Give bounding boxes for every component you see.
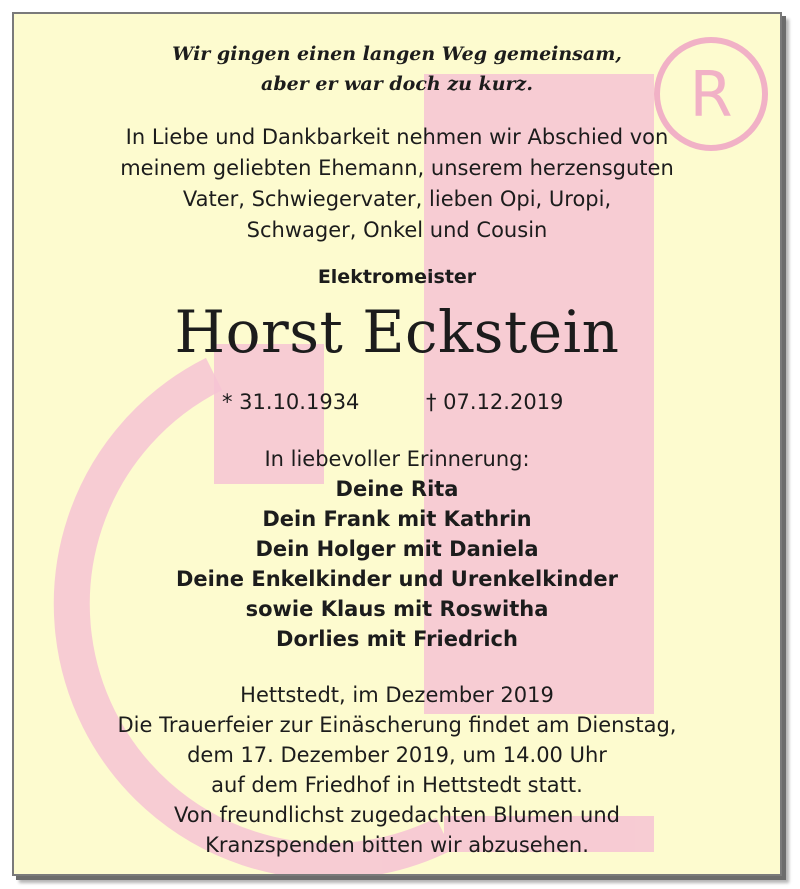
- registered-mark-letter: R: [689, 58, 733, 131]
- mourner-line: Deine Enkelkinder und Urenkelkinder: [175, 567, 618, 591]
- intro-line: Schwager, Onkel und Cousin: [246, 218, 548, 242]
- mourner-line: Dein Holger mit Daniela: [255, 537, 539, 561]
- closing-line: Kranzspenden bitten wir abzusehen.: [205, 833, 589, 857]
- notice-content: [14, 14, 780, 874]
- deceased-name: Horst Eckstein: [174, 298, 620, 366]
- death-date: † 07.12.2019: [426, 390, 564, 414]
- intro-line: In Liebe und Dankbarkeit nehmen wir Abschied von: [125, 125, 669, 149]
- motto-line: aber er war doch zu kurz.: [261, 73, 533, 95]
- closing-line: Von freundlichst zugedachten Blumen und: [173, 803, 620, 827]
- birth-date: * 31.10.1934: [222, 390, 360, 414]
- mourner-line: sowie Klaus mit Roswitha: [245, 597, 549, 621]
- deceased-title: Elektromeister: [317, 266, 477, 288]
- mourner-line: Dorlies mit Friedrich: [276, 627, 518, 651]
- closing-line: dem 17. Dezember 2019, um 14.00 Uhr: [187, 743, 607, 767]
- closing-line: Hettstedt, im Dezember 2019: [240, 683, 554, 707]
- intro-line: Vater, Schwiegervater, lieben Opi, Uropi,: [182, 187, 612, 211]
- closing-line: Die Trauerfeier zur Einäscherung findet am Dienstag,: [117, 713, 677, 737]
- mourner-line: Deine Rita: [335, 477, 459, 501]
- obituary-notice: [12, 12, 782, 876]
- intro-line: meinem geliebten Ehemann, unserem herzensguten: [120, 156, 674, 180]
- closing-line: auf dem Friedhof in Hettstedt statt.: [211, 773, 583, 797]
- remembrance-label: In liebevoller Erinnerung:: [264, 447, 530, 471]
- mourner-line: Dein Frank mit Kathrin: [262, 507, 532, 531]
- motto-line: Wir gingen einen langen Weg gemeinsam,: [172, 43, 622, 65]
